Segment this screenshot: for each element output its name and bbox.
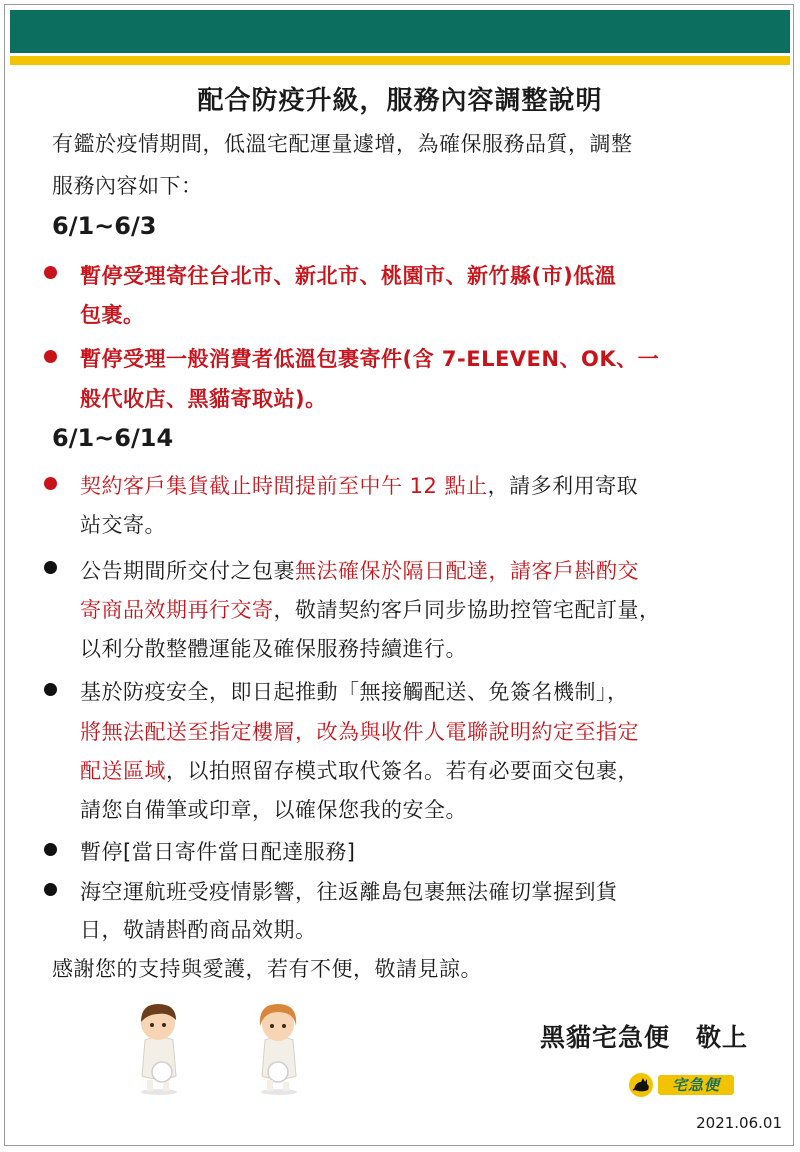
item-3-black-text: ，請多利用寄取: [487, 474, 639, 498]
item-3-line-2: 站交寄。: [80, 513, 166, 537]
bullet-icon: [44, 266, 57, 279]
item-3-line-1: [80, 470, 638, 500]
date-text: 2021.06.01: [696, 1114, 782, 1132]
item-1-line-1: 暫停受理寄往台北市、新北市、桃園市、新竹縣(市)低溫: [80, 264, 617, 288]
item-5-line-3: [80, 755, 639, 785]
item-4-text-a1: 公告期間所交付之包裹: [80, 559, 295, 583]
item-5-line-1: 基於防疫安全，即日起推動「無接觸配送、免簽名機制」，: [80, 680, 629, 704]
bullet-icon: [44, 477, 57, 490]
item-4-text-a2: 無法確保於隔日配達，請客戶斟酌交: [295, 559, 639, 583]
page-title: 配合防疫升級，服務內容調整說明: [197, 86, 603, 116]
item-4-text-b2: ，敬請契約客戶同步協助控管宅配訂量，: [273, 598, 661, 622]
mascot-girl-icon: [248, 996, 310, 1096]
item-5-text-c1: 配送區域: [80, 759, 166, 783]
thanks-text: 感謝您的支持與愛護，若有不便，敬請見諒。: [52, 957, 482, 981]
bullet-icon: [44, 350, 57, 363]
bullet-icon: [44, 683, 57, 696]
bullet-icon: [44, 561, 57, 574]
item-5-line-4: 請您自備筆或印章，以確保您我的安全。: [80, 798, 467, 822]
signature: 黑貓宅急便 敬上: [539, 1023, 748, 1052]
item-2-line-2: 般代收店、黑貓寄取站)。: [80, 387, 327, 411]
header-yellow-band: [10, 56, 790, 65]
section-heading-2: 6/1~6/14: [52, 424, 174, 452]
item-6-line-1: 暫停[當日寄件當日配達服務]: [80, 840, 356, 864]
mascot-boy-icon: [128, 996, 190, 1096]
item-7-line-1: 海空運航班受疫情影響，往返離島包裹無法確切掌握到貨: [80, 880, 618, 904]
item-4-line-2: [80, 594, 661, 624]
header-green-band: [10, 10, 790, 53]
item-7-line-2: 日，敬請斟酌商品效期。: [80, 918, 317, 942]
item-3-red-text: 契約客戶集貨截止時間提前至中午 12 點止: [80, 474, 488, 498]
bullet-icon: [44, 843, 57, 856]
item-1-line-2: 包裹。: [80, 303, 145, 327]
item-4-line-3: 以利分散整體運能及確保服務持續進行。: [80, 637, 467, 661]
item-5-line-2: 將無法配送至指定樓層，改為與收件人電聯說明約定至指定: [80, 720, 639, 744]
item-4-text-b1: 寄商品效期再行交寄: [80, 598, 274, 622]
bullet-icon: [44, 883, 57, 896]
section-heading-1: 6/1~6/3: [52, 212, 157, 240]
intro-line-1: 有鑑於疫情期間，低溫宅配運量遽增，為確保服務品質，調整: [52, 132, 633, 156]
item-5-text-c2: ，以拍照留存模式取代簽名。若有必要面交包裹，: [166, 759, 639, 783]
logo-text: 宅急便: [672, 1076, 721, 1094]
item-4-line-1: [80, 555, 639, 585]
intro-line-2: 服務內容如下：: [52, 174, 203, 198]
item-2-line-1: 暫停受理一般消費者低溫包裹寄件(含 7-ELEVEN、OK、一: [80, 347, 660, 371]
